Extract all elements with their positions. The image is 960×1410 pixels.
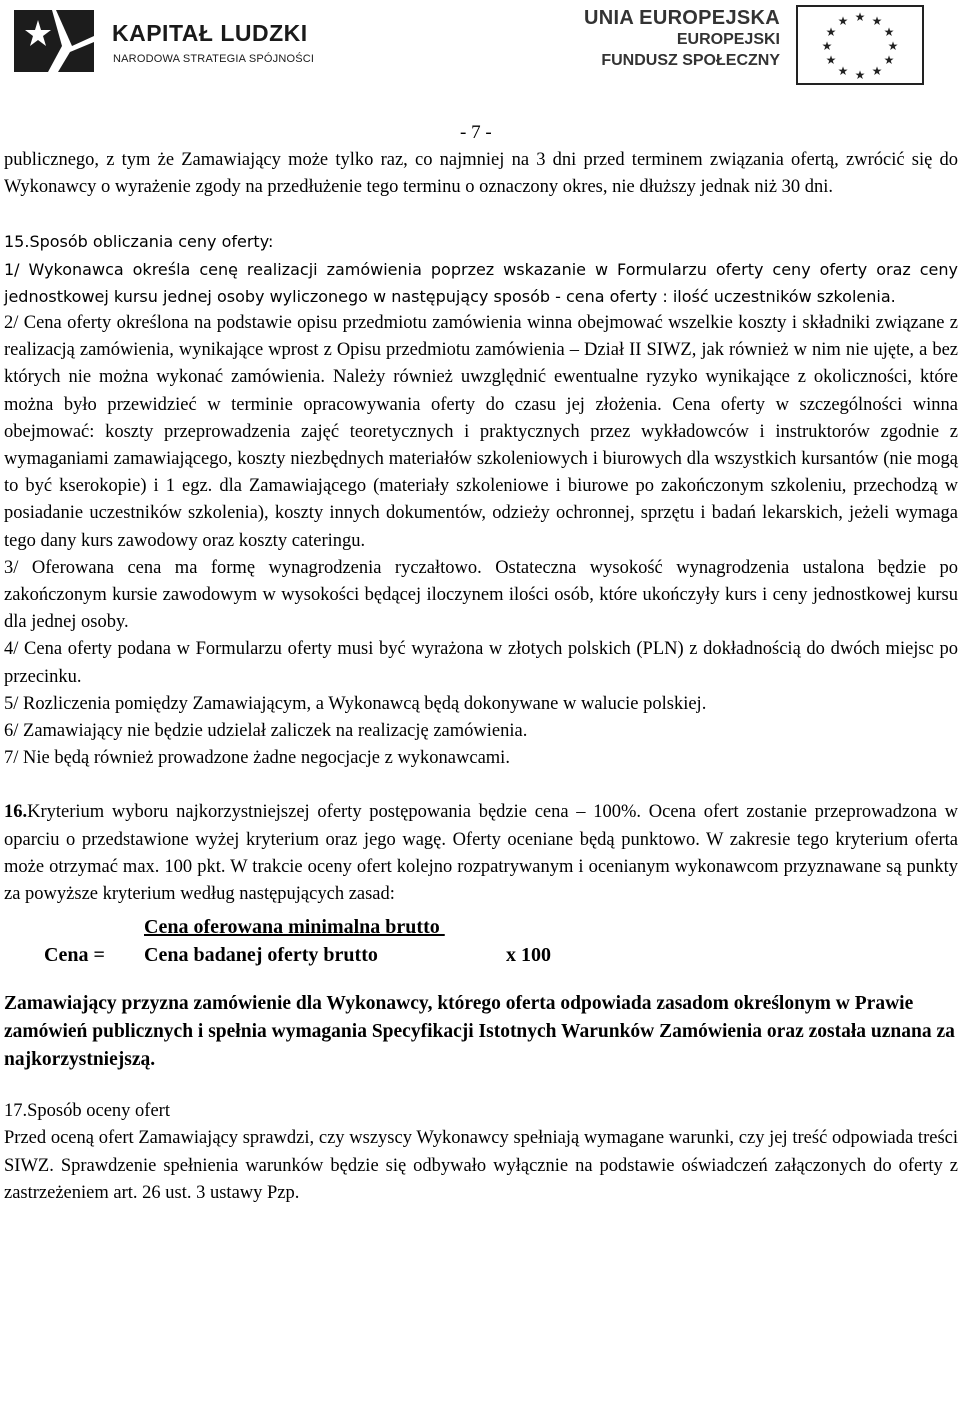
eu-line-2: EUROPEJSKI	[676, 31, 780, 48]
section-16-paragraph	[4, 799, 958, 908]
svg-text:★: ★	[854, 68, 866, 82]
section-16-text: Kryterium wyboru najkorzystniejszej oferty postępowania będzie cena – 100%. Ocena ofert zostanie przeprowadzona w oparciu o przedstawione wyżej kryterium oraz jego wagę. Oferty oceniane będą punktowo. W zakresie tego kryterium oferta może otrzymać max. 100 pkt. W trakcie oceny ofert kolejno rozpatrywanym i ocenianym wykonawcom przyznawane są punkty za powyższe kryterium według następujących zasad:	[4, 802, 958, 905]
document-body	[4, 147, 958, 1207]
eu-text-block	[584, 8, 780, 71]
eu-line-1: UNIA EUROPEJSKA	[583, 7, 780, 29]
section-16-number: 16.	[4, 802, 28, 823]
svg-text:★: ★	[883, 53, 895, 67]
kapital-ludzki-logo	[8, 6, 315, 76]
svg-text:★: ★	[837, 14, 849, 28]
svg-text:★: ★	[883, 25, 895, 39]
section-15-point-4: 4/ Cena oferty podana w Formularzu oferty musi być wyrażona w złotych polskich (PLN) z dokładnością do dwóch miejsc po przecinku.	[4, 639, 958, 687]
section-15-title: Sposób obliczania ceny oferty:	[29, 232, 274, 252]
svg-text:★: ★	[821, 39, 833, 53]
kl-subtitle: NARODOWA STRATEGIA SPÓJNOŚCI	[113, 53, 315, 65]
price-formula	[4, 908, 958, 990]
section-15-number: 15.	[4, 232, 30, 252]
svg-text:★: ★	[871, 64, 883, 78]
page-number: - 7 -	[460, 122, 492, 143]
kl-title: KAPITAŁ LUDZKI	[112, 20, 308, 46]
kapital-ludzki-emblem-icon	[8, 6, 98, 76]
award-statement: Zamawiający przyzna zamówienie dla Wykonawcy, którego oferta odpowiada zasadom określonym w Prawie zamówień publicznych i spełnia wymagania Specyfikacji Istotnych Warunków Zamówienia oraz została uznana za najkorzystniejszą.	[4, 993, 955, 1071]
section-17-heading	[4, 1098, 958, 1125]
section-15-point-3: 3/ Oferowana cena ma formę wynagrodzenia ryczałtowo. Ostateczna wysokość wynagrodzenia ustalona będzie po zakończonym kursie zawodowym w wysokości będącej iloczynem ilości osób, które ukończyły kurs i ceny jednostkowej kursu dla jednej osoby.	[4, 557, 958, 633]
svg-text:★: ★	[837, 64, 849, 78]
svg-text:★: ★	[825, 25, 837, 39]
svg-text:★: ★	[854, 10, 866, 24]
intro-paragraph: publicznego, z tym że Zamawiający może tylko raz, co najmniej na 3 dni przed terminem związania ofertą, zwrócić się do Wykonawcy o wyrażenie zgody na przedłużenie tego terminu o oznaczony okres, nie dłuższy jednak niż 30 dni.	[4, 150, 958, 198]
svg-text:★: ★	[825, 53, 837, 67]
section-17-title: Sposób oceny ofert	[27, 1101, 170, 1122]
formula-numerator: Cena oferowana minimalna brutto	[144, 916, 445, 939]
formula-left: Cena =	[44, 944, 105, 967]
section-15-point-6: 6/ Zamawiający nie będzie udzielał zaliczek na realizację zamówienia.	[4, 721, 528, 742]
formula-denominator: Cena badanej oferty brutto	[144, 944, 378, 967]
section-15-point-1: 1/ Wykonawca określa cenę realizacji zamówienia poprzez wskazanie w Formularzu oferty ceny oferty oraz ceny jednostkowej kursu jednej osoby wyliczonego w następujący sposób - cena oferty : ilość uczestników szkolenia.	[4, 259, 958, 306]
eu-flag-icon	[795, 4, 925, 86]
section-17-text: Przed oceną ofert Zamawiający sprawdzi, czy wszyscy Wykonawcy spełniają wymagane warunki, czy jej treść odpowiada treści SIWZ. Sprawdzenie spełnienia warunków będzie się odbywało wyłącznie na podstawie oświadczeń załączonych do oferty z zastrzeżeniem art. 26 ust. 3 ustawy Pzp.	[4, 1128, 958, 1203]
section-15-heading	[4, 228, 958, 255]
page-header	[0, 0, 960, 100]
formula-multiplier: x 100	[506, 944, 551, 967]
svg-text:★: ★	[887, 39, 899, 53]
section-15-point-5: 5/ Rozliczenia pomiędzy Zamawiającym, a Wykonawcą będą dokonywane w walucie polskiej.	[4, 693, 707, 714]
section-15-point-2: 2/ Cena oferty określona na podstawie opisu przedmiotu zamówienia winna obejmować wszelkie koszty i składniki związane z realizacją zamówienia, wynikające wprost z Opisu przedmiotu zamówienia – Dział II SIWZ, jak również w nim nie ujęte, a bez których nie można wykonać zamówienia. Należy również uwzględnić ewentualne ryzyko wynikające z okoliczności, które można było przewidzieć w terminie opracowywania oferty do czasu jej złożenia. Cena oferty w szczególności winna obejmować: koszty przeprowadzenia zajęć teoretycznych i praktycznych przez wykładowców i instruktorów zgodnie z wymaganiami zamawiającego, koszty niezbędnych materiałów szkoleniowych i biurowych dla wszystkich kursantów (nie mogą to być kserokopie) i 1 egz. dla Zamawiającego (materiały szkoleniowe i biurowe po zakończonym szkoleniu, przechodzą w posiadanie uczestników szkolenia), koszty innych dokumentów, odzieży ochronnej, sprzętu i badań lekarskich, jeżeli wymaga tego dany kurs zawodowy oraz koszty cateringu.	[4, 313, 958, 551]
section-17-number: 17.	[4, 1101, 28, 1122]
section-15-point-7: 7/ Nie będą również prowadzone żadne negocjacje z wykonawcami.	[4, 748, 510, 769]
svg-text:★: ★	[871, 14, 883, 28]
eu-line-3: FUNDUSZ SPOŁECZNY	[601, 52, 780, 69]
